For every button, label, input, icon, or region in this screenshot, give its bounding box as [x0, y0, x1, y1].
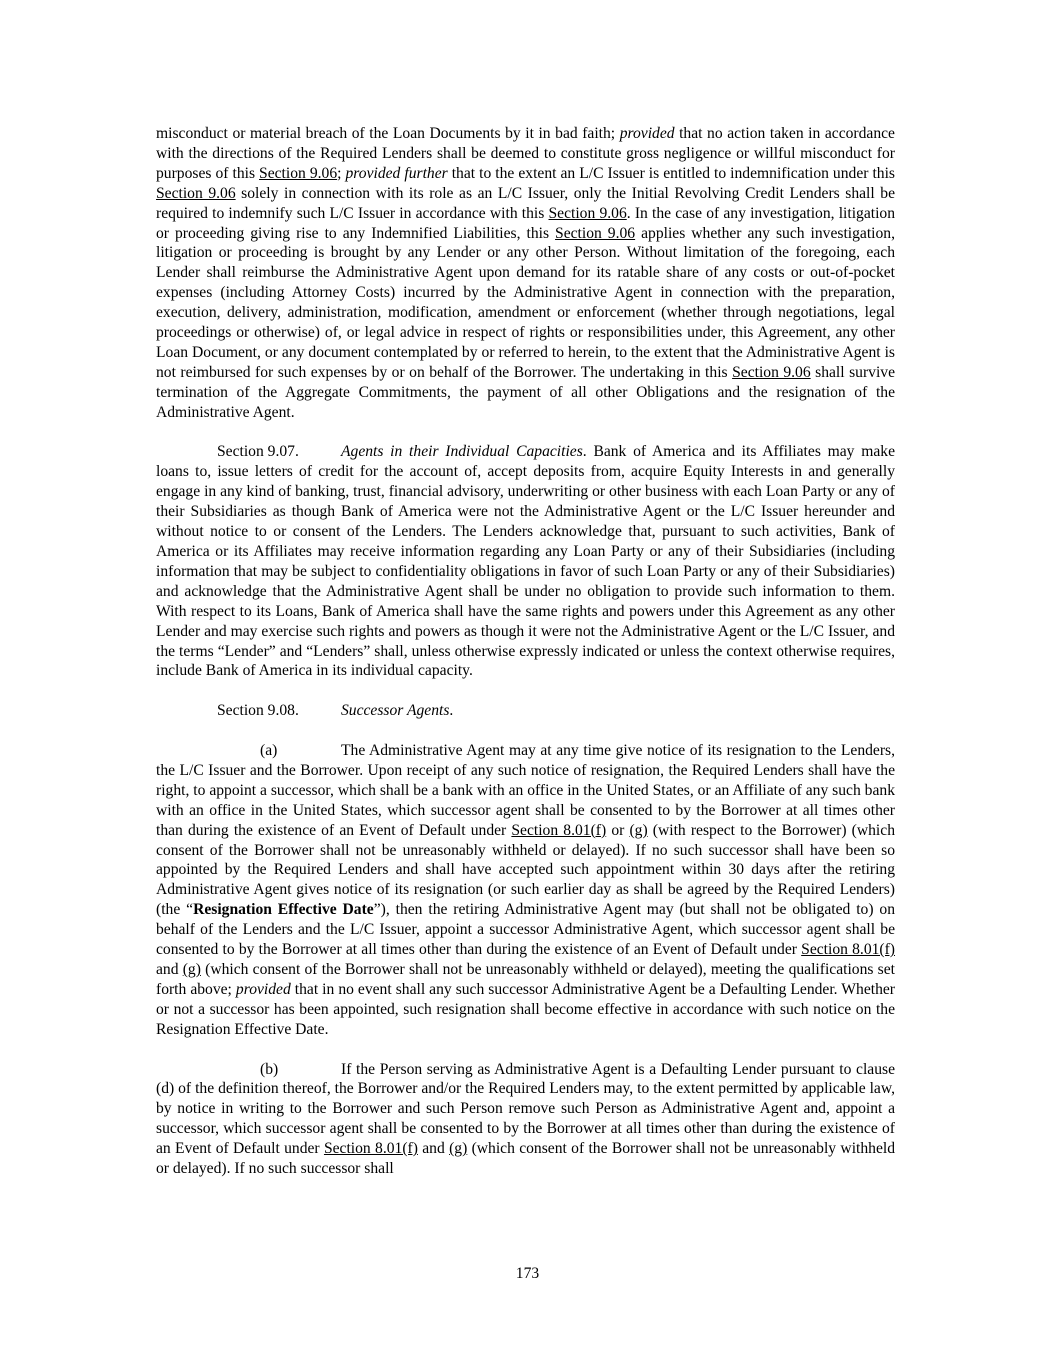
cross-reference: (g)	[629, 821, 648, 839]
section-label: Section 9.08.	[217, 702, 299, 720]
emphasis-provided-further: provided further	[345, 164, 448, 182]
paragraph-section-9-07: Section 9.07. Agents in their Individual Capacities. Bank of America and its Affiliates may make loans to, issue letters of credit for the account of, accept deposits from, acquire Equity Interests in and generally engage in any kind of banking, trust, financial advisory, underwriting or other business with each Loan Party or any of their Subsidiaries as though Bank of America were not the Administrative Agent or the L/C Issuer hereunder and without notice to or consent of the Lenders. The Lenders acknowledge that, pursuant to such activities, Bank of America or its Affiliates may receive information regarding any Loan Party or any of their Subsidiaries (including information that may be subject to confidentiality obligations in favor of such Loan Party or any of their Subsidiaries) and acknowledge that the Administrative Agent shall be under no obligation to provide such information to them. With respect to its Loans, Bank of America shall have the same rights and powers under this Agreement as any other Lender and may exercise such rights and powers as though it were not the Administrative Agent or the L/C Issuer, and the terms “Lender” and “Lenders” shall, unless otherwise expressly indicated or unless the context otherwise requires, include Bank of America in its individual capacity.	[156, 443, 895, 680]
defined-term: Resignation Effective Date	[193, 901, 374, 919]
section-title: Successor Agents	[341, 702, 450, 720]
clause-label: (b)	[260, 1060, 279, 1078]
cross-reference: Section 9.06	[555, 224, 636, 242]
document-body	[156, 124, 895, 1199]
clause-label: (a)	[260, 742, 278, 760]
cross-reference: (g)	[449, 1140, 468, 1158]
heading-section-9-08: Section 9.08. Successor Agents.	[217, 702, 454, 720]
page-number: 173	[515, 1265, 540, 1282]
section-title: Agents in their Individual Capacities	[341, 443, 583, 461]
emphasis-provided: provided	[619, 125, 675, 142]
paragraph-section-9-06-continued: misconduct or material breach of the Loan Documents by it in bad faith; provided that no action taken in accordance with the directions of the Required Lenders shall be deemed to constitute gross negligence or willful misconduct for purposes of this Section 9.06; provided further that to the extent an L/C Issuer is entitled to indemnification under this Section 9.06 solely in connection with its role as an L/C Issuer, only the Initial Revolving Credit Lenders shall be required to indemnify such L/C Issuer in accordance with this Section 9.06. In the case of any investigation, litigation or proceeding giving rise to any Indemnified Liabilities, this Section 9.06 applies whether any such investigation, litigation or proceeding is brought by any Lender or any other Person. Without limitation of the foregoing, each Lender shall reimburse the Administrative Agent upon demand for its ratable share of any costs or out-of-pocket expenses (including Attorney Costs) incurred by the Administrative Agent in connection with the preparation, execution, delivery, administration, modification, amendment or enforcement (whether through negotiations, legal proceedings or otherwise) of, or legal advice in respect of rights or responsibilities under, this Agreement, any other Loan Document, or any document contemplated by or referred to herein, to the extent that the Administrative Agent is not reimbursed for such expenses by or on behalf of the Borrower. The undertaking in this Section 9.06 shall survive termination of the Aggregate Commitments, the payment of all other Obligations and the resignation of the Administrative Agent.	[156, 125, 896, 421]
cross-reference: Section 8.01(f)	[511, 821, 607, 839]
paragraph-9-08-b: (b) If the Person serving as Administrative Agent is a Defaulting Lender pursuant to clause (d) of the definition thereof, the Borrower and/or the Required Lenders may, to the extent permitted by applicable law, by notice in writing to the Borrower and such Person remove such Person as Administrative Agent and, appoint a successor, which successor agent shall be consented to by the Borrower at all times other than during the existence of an Event of Default under Section 8.01(f) and (g) (which consent of the Borrower shall not be unreasonably withheld or delayed). If no such successor shall	[156, 1060, 895, 1178]
section-label: Section 9.07.	[217, 443, 299, 461]
cross-reference: Section 9.06	[259, 164, 338, 182]
cross-reference: Section 9.06	[156, 184, 236, 202]
paragraph-9-08-a: (a) The Administrative Agent may at any time give notice of its resignation to the Lenders, the L/C Issuer and the Borrower. Upon receipt of any such notice of resignation, the Required Lenders shall have the right, to appoint a successor, which shall be a bank with an office in the United States, or an Affiliate of any such bank with an office in the United States, which successor agent shall be consented to by the Borrower at all times other than during the existence of an Event of Default under Section 8.01(f) or (g) (with respect to the Borrower) (which consent of the Borrower shall not be unreasonably withheld or delayed). If no such successor shall have been so appointed by the Required Lenders and shall have accepted such appointment within 30 days after the retiring Administrative Agent gives notice of its resignation (or such earlier day as shall be agreed by the Required Lenders) (the “Resignation Effective Date”), then the retiring Administrative Agent may (but shall not be obligated to) on behalf of the Lenders and the L/C Issuer, appoint a successor Administrative Agent, which successor agent shall be consented to by the Borrower at all times other than during the existence of an Event of Default under Section 8.01(f) and (g) (which consent of the Borrower shall not be unreasonably withheld or delayed), meeting the qualifications set forth above; provided that in no event shall any such successor Administrative Agent be a Defaulting Lender. Whether or not a successor has been appointed, such resignation shall become effective in accordance with such notice on the Resignation Effective Date.	[156, 742, 895, 1038]
cross-reference: Section 9.06	[732, 363, 811, 381]
emphasis-provided: provided	[235, 980, 291, 998]
cross-reference: Section 9.06	[548, 204, 627, 222]
cross-reference: Section 8.01(f)	[323, 1140, 418, 1158]
cross-reference: (g)	[182, 961, 201, 979]
cross-reference: Section 8.01(f)	[801, 941, 895, 959]
